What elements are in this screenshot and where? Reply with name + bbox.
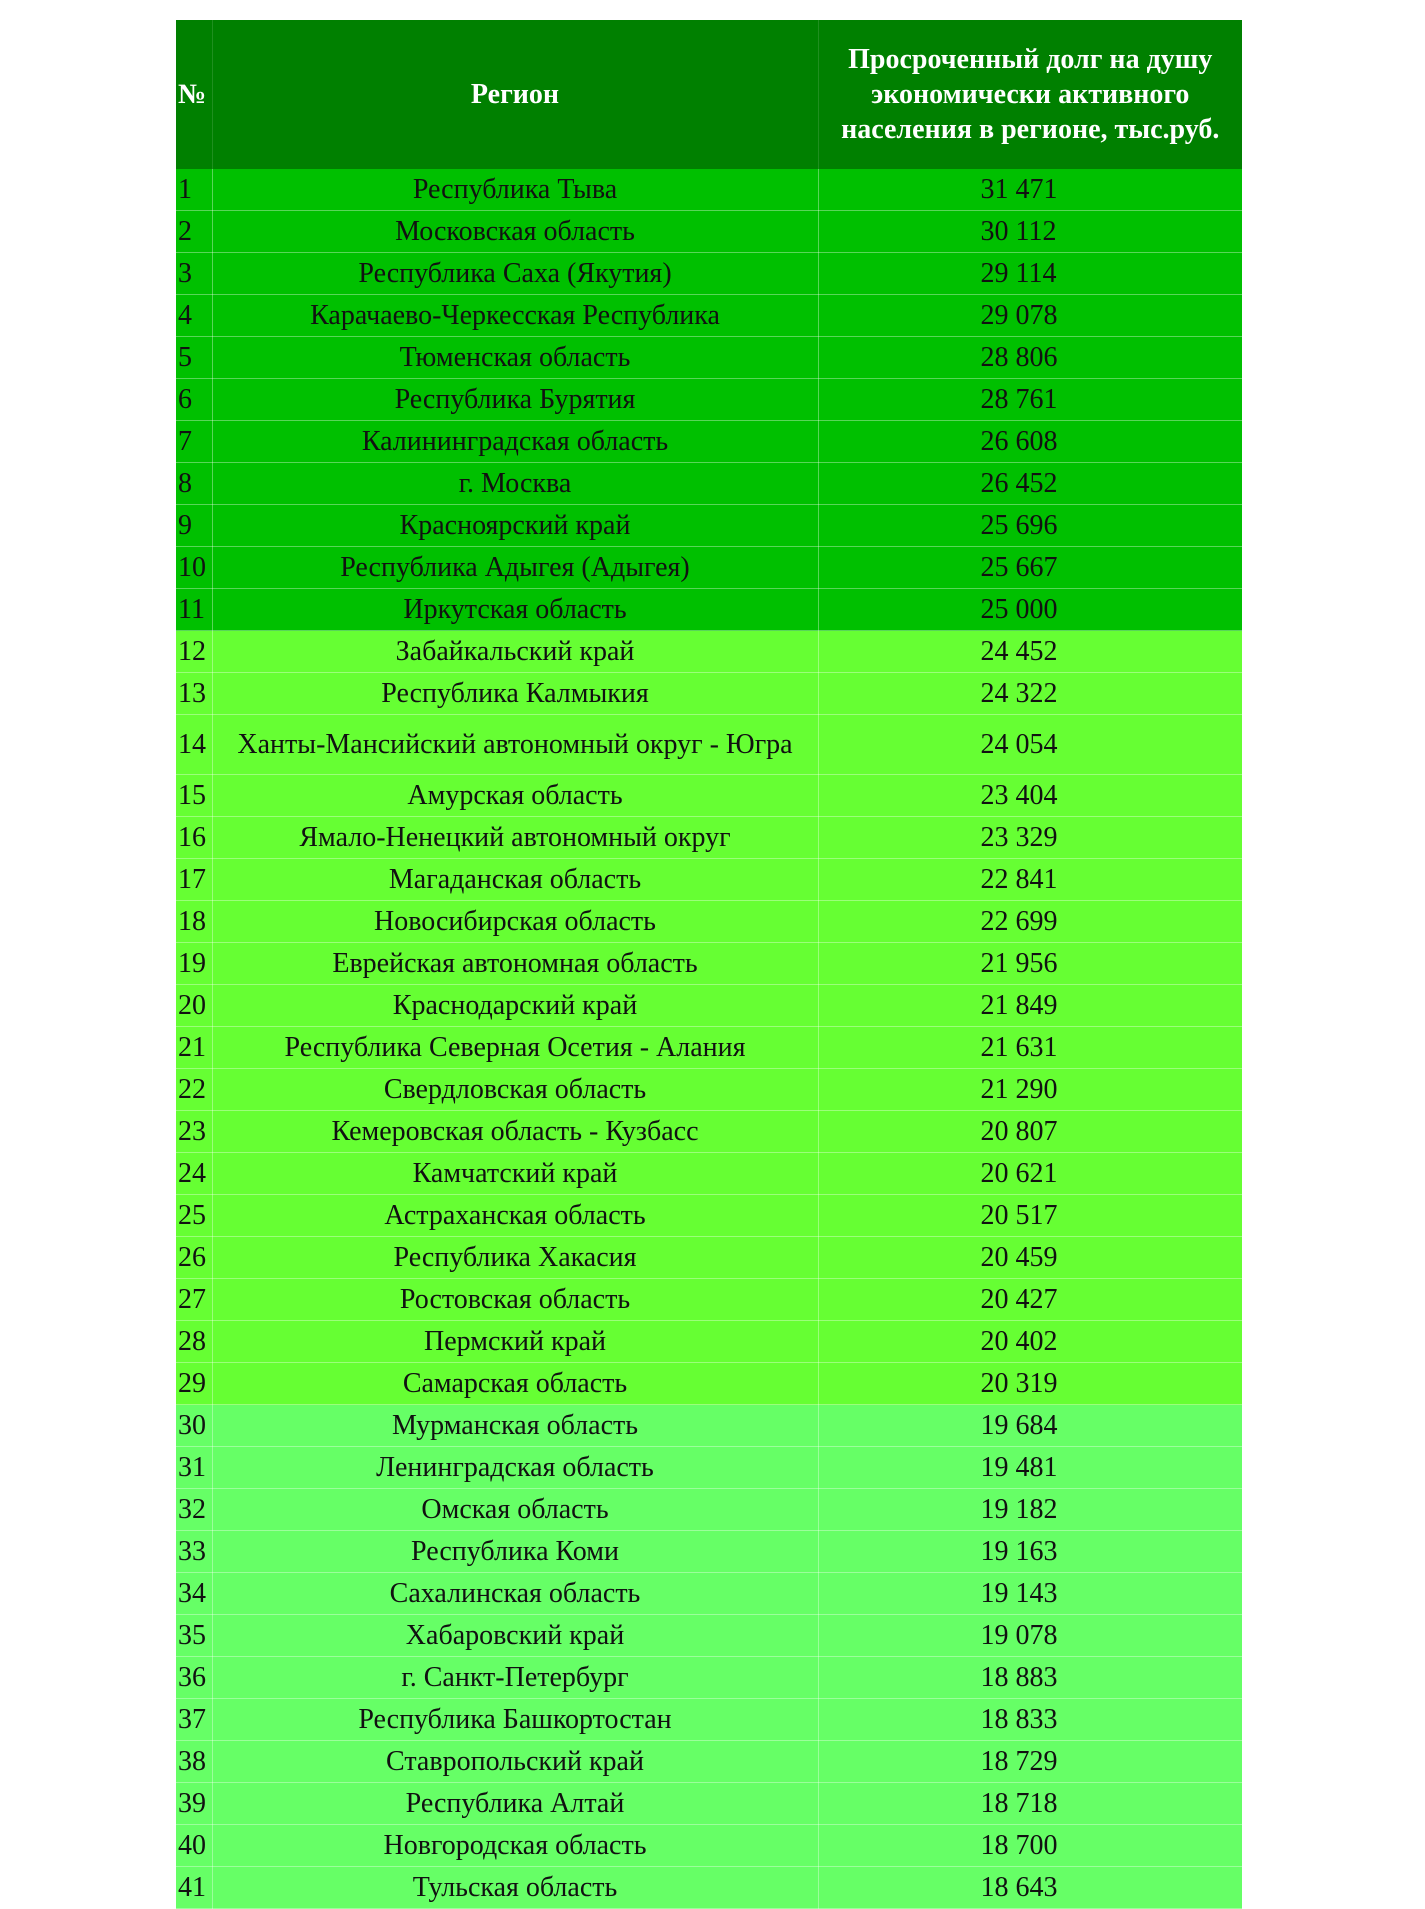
row-region: Магаданская область	[212, 859, 818, 901]
table-row	[176, 1363, 1242, 1405]
row-debt-value: 23 404	[818, 775, 1242, 817]
table-row	[176, 775, 1242, 817]
row-debt-value: 19 163	[818, 1531, 1242, 1573]
row-debt-value: 30 112	[818, 211, 1242, 253]
row-debt-value: 22 841	[818, 859, 1242, 901]
row-debt-value: 20 807	[818, 1111, 1242, 1153]
row-region: Кемеровская область - Кузбасс	[212, 1111, 818, 1153]
table-row	[176, 1405, 1242, 1447]
table-row	[176, 1321, 1242, 1363]
row-debt-value: 26 452	[818, 463, 1242, 505]
row-debt-value: 21 290	[818, 1069, 1242, 1111]
row-region: Республика Коми	[212, 1531, 818, 1573]
table-row	[176, 1279, 1242, 1321]
row-debt-value: 18 718	[818, 1783, 1242, 1825]
table-row	[176, 337, 1242, 379]
row-region: Краснодарский край	[212, 985, 818, 1027]
table-row	[176, 1783, 1242, 1825]
row-number: 26	[176, 1237, 212, 1279]
row-region: Мурманская область	[212, 1405, 818, 1447]
table-row	[176, 1447, 1242, 1489]
row-region: Новосибирская область	[212, 901, 818, 943]
row-number: 31	[176, 1447, 212, 1489]
header-region: Регион	[212, 20, 818, 169]
row-debt-value: 25 696	[818, 505, 1242, 547]
row-region: Новгородская область	[212, 1825, 818, 1867]
row-debt-value: 18 729	[818, 1741, 1242, 1783]
row-number: 15	[176, 775, 212, 817]
row-region: Республика Хакасия	[212, 1237, 818, 1279]
row-number: 12	[176, 631, 212, 673]
row-region: Ставропольский край	[212, 1741, 818, 1783]
row-number: 6	[176, 379, 212, 421]
table-row	[176, 1153, 1242, 1195]
row-region: Красноярский край	[212, 505, 818, 547]
row-number: 2	[176, 211, 212, 253]
table-row	[176, 253, 1242, 295]
table-row	[176, 421, 1242, 463]
table-row	[176, 1657, 1242, 1699]
row-region: Иркутская область	[212, 589, 818, 631]
row-region: Камчатский край	[212, 1153, 818, 1195]
row-region: Омская область	[212, 1489, 818, 1531]
row-region: г. Москва	[212, 463, 818, 505]
row-debt-value: 19 684	[818, 1405, 1242, 1447]
row-number: 18	[176, 901, 212, 943]
row-number: 13	[176, 673, 212, 715]
table-row	[176, 1489, 1242, 1531]
table-header	[176, 20, 1242, 169]
row-region: Республика Северная Осетия - Алания	[212, 1027, 818, 1069]
row-number: 10	[176, 547, 212, 589]
row-number: 22	[176, 1069, 212, 1111]
row-region: Тульская область	[212, 1867, 818, 1909]
row-debt-value: 31 471	[818, 169, 1242, 211]
table-row	[176, 1111, 1242, 1153]
row-debt-value: 18 833	[818, 1699, 1242, 1741]
table-row	[176, 169, 1242, 211]
row-number: 8	[176, 463, 212, 505]
table-row	[176, 1699, 1242, 1741]
table-row	[176, 1825, 1242, 1867]
row-region: Ямало-Ненецкий автономный округ	[212, 817, 818, 859]
row-debt-value: 20 459	[818, 1237, 1242, 1279]
row-debt-value: 29 078	[818, 295, 1242, 337]
row-region: Еврейская автономная область	[212, 943, 818, 985]
row-number: 28	[176, 1321, 212, 1363]
row-number: 38	[176, 1741, 212, 1783]
debt-table-sheet	[176, 20, 1242, 1909]
row-debt-value: 24 322	[818, 673, 1242, 715]
debt-ranking-table	[176, 20, 1242, 1909]
table-row	[176, 1069, 1242, 1111]
row-debt-value: 24 452	[818, 631, 1242, 673]
table-row	[176, 1531, 1242, 1573]
table-row	[176, 985, 1242, 1027]
row-debt-value: 19 481	[818, 1447, 1242, 1489]
row-number: 40	[176, 1825, 212, 1867]
row-debt-value: 18 883	[818, 1657, 1242, 1699]
row-number: 21	[176, 1027, 212, 1069]
table-row	[176, 589, 1242, 631]
row-region: Ленинградская область	[212, 1447, 818, 1489]
table-row	[176, 379, 1242, 421]
row-debt-value: 25 000	[818, 589, 1242, 631]
row-number: 14	[176, 715, 212, 775]
row-region: Ханты-Мансийский автономный округ - Югра	[212, 715, 818, 775]
table-row	[176, 1237, 1242, 1279]
row-debt-value: 20 319	[818, 1363, 1242, 1405]
row-region: Республика Адыгея (Адыгея)	[212, 547, 818, 589]
table-row	[176, 817, 1242, 859]
row-number: 4	[176, 295, 212, 337]
row-number: 39	[176, 1783, 212, 1825]
table-row	[176, 1741, 1242, 1783]
row-debt-value: 20 621	[818, 1153, 1242, 1195]
table-row	[176, 715, 1242, 775]
row-number: 35	[176, 1615, 212, 1657]
row-number: 33	[176, 1531, 212, 1573]
table-row	[176, 505, 1242, 547]
table-row	[176, 1615, 1242, 1657]
table-row	[176, 1867, 1242, 1909]
row-region: Калининградская область	[212, 421, 818, 463]
row-number: 37	[176, 1699, 212, 1741]
header-number: №	[176, 20, 212, 169]
row-debt-value: 20 402	[818, 1321, 1242, 1363]
row-debt-value: 25 667	[818, 547, 1242, 589]
row-debt-value: 29 114	[818, 253, 1242, 295]
row-region: Республика Калмыкия	[212, 673, 818, 715]
row-region: Республика Тыва	[212, 169, 818, 211]
row-debt-value: 23 329	[818, 817, 1242, 859]
row-debt-value: 21 956	[818, 943, 1242, 985]
row-number: 29	[176, 1363, 212, 1405]
row-region: г. Санкт-Петербург	[212, 1657, 818, 1699]
row-number: 23	[176, 1111, 212, 1153]
row-number: 34	[176, 1573, 212, 1615]
table-row	[176, 943, 1242, 985]
row-debt-value: 19 143	[818, 1573, 1242, 1615]
row-region: Республика Башкортостан	[212, 1699, 818, 1741]
row-number: 32	[176, 1489, 212, 1531]
row-number: 1	[176, 169, 212, 211]
row-debt-value: 21 631	[818, 1027, 1242, 1069]
table-row	[176, 1573, 1242, 1615]
row-number: 17	[176, 859, 212, 901]
row-region: Свердловская область	[212, 1069, 818, 1111]
row-debt-value: 26 608	[818, 421, 1242, 463]
table-row	[176, 463, 1242, 505]
row-region: Астраханская область	[212, 1195, 818, 1237]
row-number: 11	[176, 589, 212, 631]
row-region: Хабаровский край	[212, 1615, 818, 1657]
row-region: Республика Алтай	[212, 1783, 818, 1825]
row-number: 5	[176, 337, 212, 379]
row-debt-value: 22 699	[818, 901, 1242, 943]
table-row	[176, 211, 1242, 253]
row-number: 24	[176, 1153, 212, 1195]
row-number: 3	[176, 253, 212, 295]
row-number: 20	[176, 985, 212, 1027]
table-row	[176, 1027, 1242, 1069]
table-row	[176, 547, 1242, 589]
row-debt-value: 19 078	[818, 1615, 1242, 1657]
row-number: 30	[176, 1405, 212, 1447]
row-debt-value: 19 182	[818, 1489, 1242, 1531]
row-number: 9	[176, 505, 212, 547]
row-region: Тюменская область	[212, 337, 818, 379]
table-body	[176, 169, 1242, 1909]
row-debt-value: 20 427	[818, 1279, 1242, 1321]
table-row	[176, 859, 1242, 901]
row-debt-value: 18 643	[818, 1867, 1242, 1909]
row-debt-value: 20 517	[818, 1195, 1242, 1237]
header-debt-value: Просроченный долг на душу экономически активного населения в регионе, тыс.руб.	[818, 20, 1242, 169]
row-region: Республика Бурятия	[212, 379, 818, 421]
table-row	[176, 1195, 1242, 1237]
row-debt-value: 18 700	[818, 1825, 1242, 1867]
table-row	[176, 295, 1242, 337]
table-row	[176, 631, 1242, 673]
row-region: Амурская область	[212, 775, 818, 817]
row-region: Пермский край	[212, 1321, 818, 1363]
row-debt-value: 28 761	[818, 379, 1242, 421]
row-number: 25	[176, 1195, 212, 1237]
row-number: 36	[176, 1657, 212, 1699]
row-number: 27	[176, 1279, 212, 1321]
row-number: 41	[176, 1867, 212, 1909]
table-row	[176, 673, 1242, 715]
row-number: 16	[176, 817, 212, 859]
row-debt-value: 28 806	[818, 337, 1242, 379]
header-row	[176, 20, 1242, 169]
row-number: 7	[176, 421, 212, 463]
row-region: Республика Саха (Якутия)	[212, 253, 818, 295]
row-region: Московская область	[212, 211, 818, 253]
row-region: Забайкальский край	[212, 631, 818, 673]
table-row	[176, 901, 1242, 943]
row-debt-value: 24 054	[818, 715, 1242, 775]
row-debt-value: 21 849	[818, 985, 1242, 1027]
row-region: Сахалинская область	[212, 1573, 818, 1615]
row-number: 19	[176, 943, 212, 985]
row-region: Самарская область	[212, 1363, 818, 1405]
row-region: Ростовская область	[212, 1279, 818, 1321]
row-region: Карачаево-Черкесская Республика	[212, 295, 818, 337]
